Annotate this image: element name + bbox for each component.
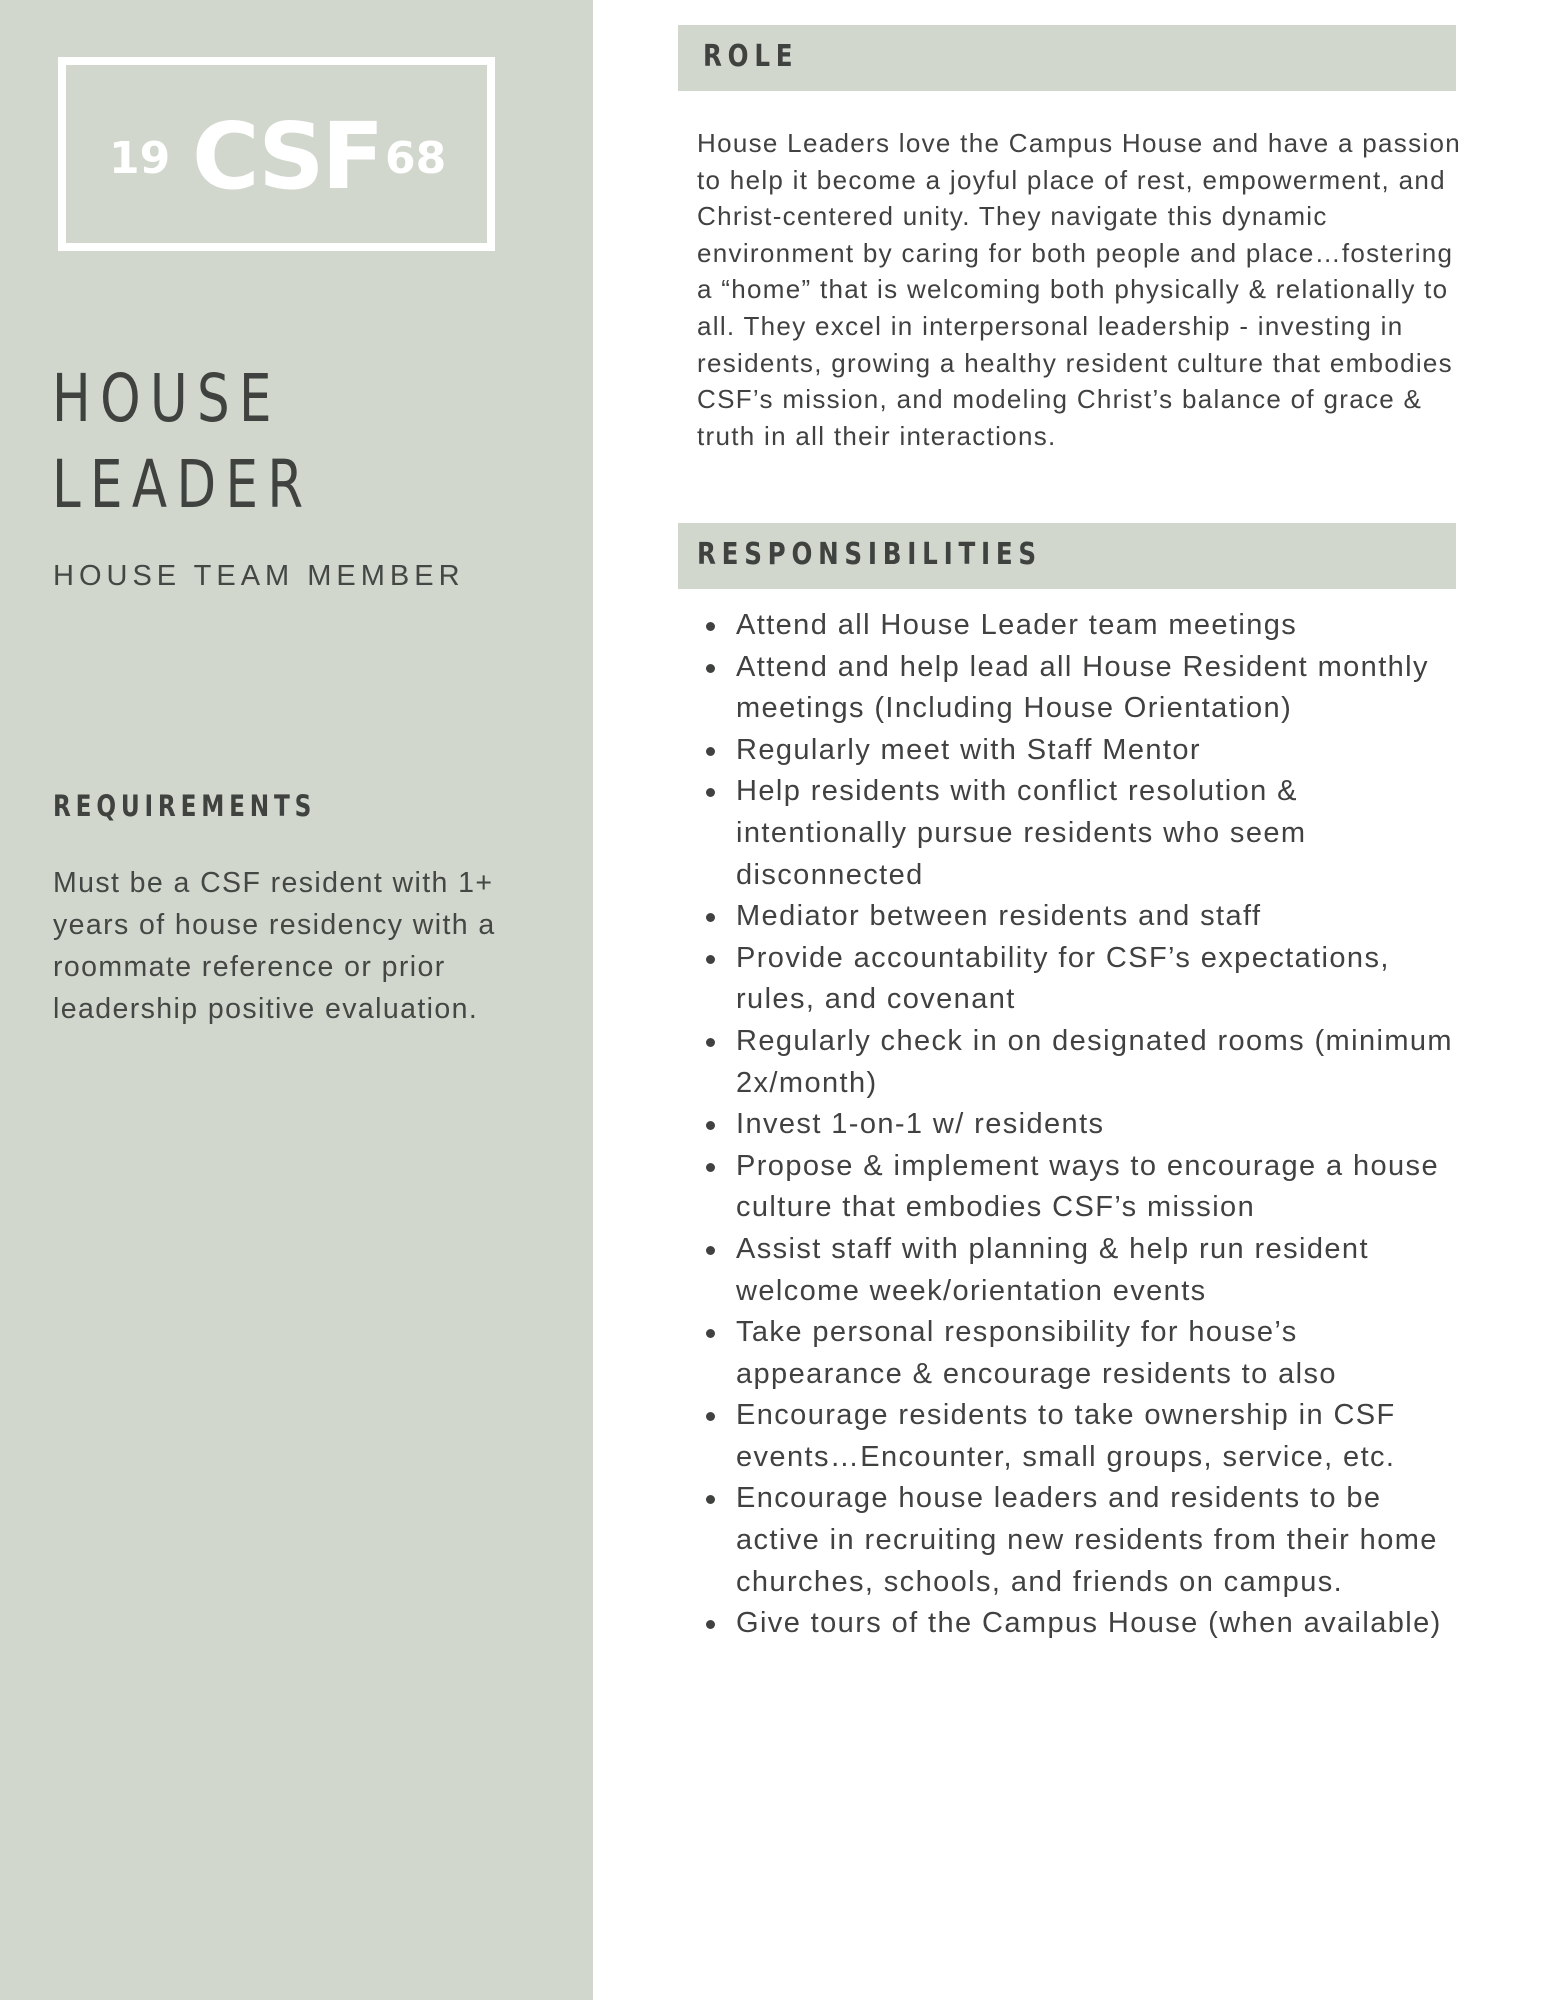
job-title-line-2: LEADER: [52, 446, 313, 523]
responsibilities-section-header: [678, 523, 1456, 589]
job-subtitle: HOUSE TEAM MEMBER: [53, 560, 465, 592]
responsibility-item: Provide accountability for CSF’s expectations, rules, and covenant: [736, 938, 1461, 1021]
responsibility-item: Give tours of the Campus House (when available): [736, 1603, 1461, 1645]
responsibility-item: Regularly check in on designated rooms (minimum 2x/month): [736, 1021, 1461, 1104]
job-title: [52, 356, 442, 528]
requirements-text: Must be a CSF resident with 1+ years of house residency with a roommate reference or prior leadership positive evaluation.: [53, 867, 496, 1025]
responsibility-item: Mediator between residents and staff: [736, 896, 1461, 938]
requirements-heading: REQUIREMENTS: [53, 789, 317, 823]
logo-year-left: 19: [109, 133, 171, 184]
responsibility-item: Attend and help lead all House Resident monthly meetings (Including House Orientation): [736, 647, 1461, 730]
logo-year-right: 68: [385, 133, 447, 184]
role-section-header: [678, 25, 1456, 91]
responsibility-item: Take personal responsibility for house’s appearance & encourage residents to also: [736, 1312, 1461, 1395]
responsibility-item: Propose & implement ways to encourage a house culture that embodies CSF’s mission: [736, 1146, 1461, 1229]
sidebar-panel: [0, 0, 593, 2000]
responsibilities-list: [736, 605, 1461, 1645]
responsibility-item: Attend all House Leader team meetings: [736, 605, 1461, 647]
responsibility-item: Assist staff with planning & help run resident welcome week/orientation events: [736, 1229, 1461, 1312]
role-description: House Leaders love the Campus House and have a passion to help it become a joyful place of rest, empowerment, and Christ-centered unity. They navigate this dynamic environment by caring for both people and place…fostering a “home” that is welcoming both physically & relationally to all. They excel in interpersonal leadership - investing in residents, growing a healthy resident culture that embodies CSF’s mission, and modeling Christ’s balance of grace & truth in all their interactions.: [697, 128, 1461, 451]
csf-logo: [58, 57, 495, 251]
job-title-line-1: HOUSE: [52, 360, 281, 437]
responsibility-item: Regularly meet with Staff Mentor: [736, 730, 1461, 772]
responsibility-item: Encourage house leaders and residents to be active in recruiting new residents from their home churches, schools, and friends on campus.: [736, 1478, 1461, 1603]
role-heading: ROLE: [703, 39, 799, 74]
responsibility-item: Encourage residents to take ownership in CSF events…Encounter, small groups, service, etc.: [736, 1395, 1461, 1478]
responsibility-item: Invest 1-on-1 w/ residents: [736, 1104, 1461, 1146]
responsibilities-heading: RESPONSIBILITIES: [697, 537, 1042, 572]
responsibility-item: Help residents with conflict resolution & intentionally pursue residents who seem disconnected: [736, 771, 1461, 896]
logo-wordmark: CSF: [192, 103, 382, 210]
